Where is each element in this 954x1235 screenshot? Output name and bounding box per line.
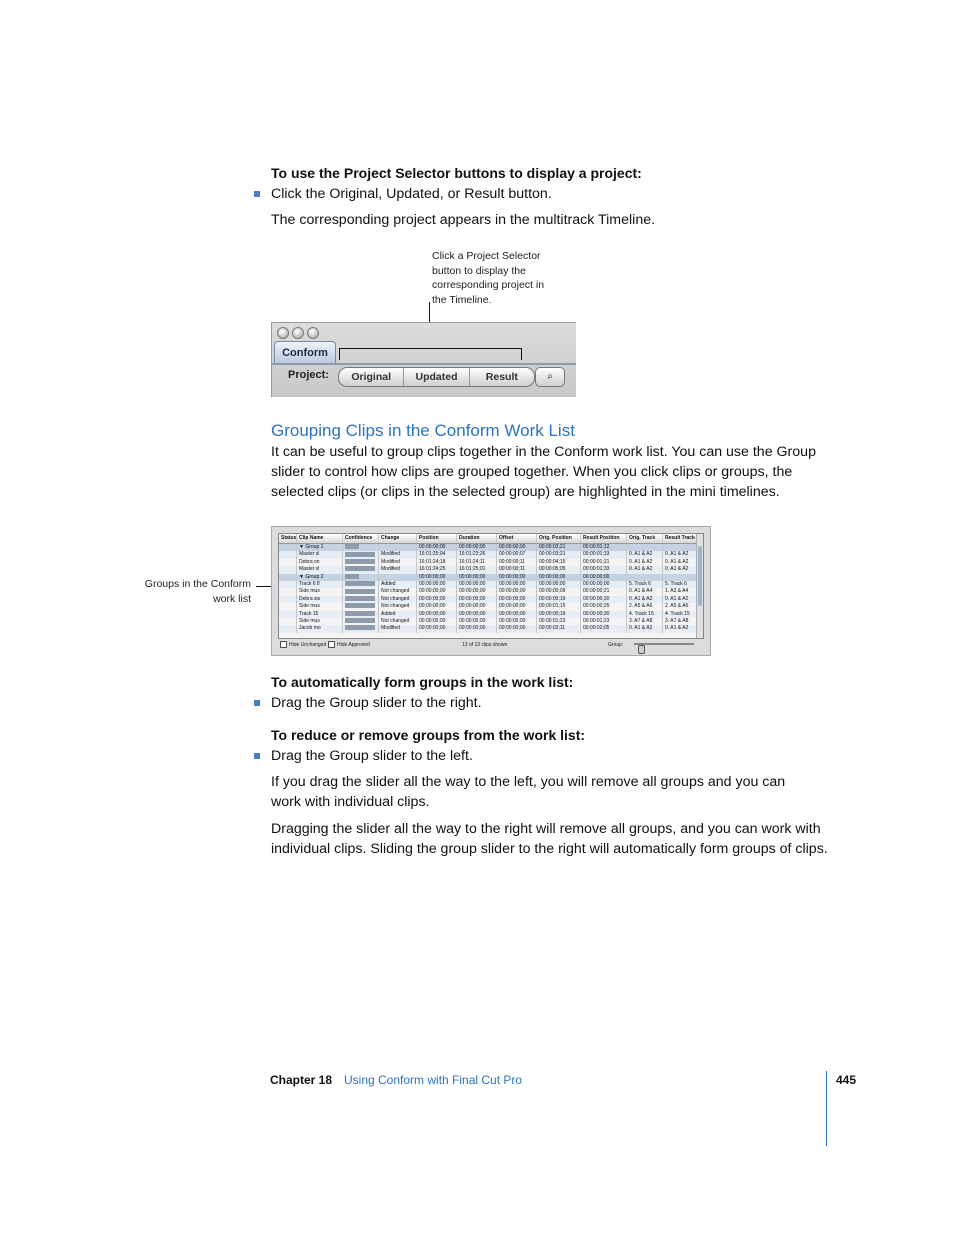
tab-conform[interactable]: Conform — [274, 341, 336, 364]
column-header[interactable]: Clip Name — [297, 534, 343, 543]
table-cell: Master sl — [297, 566, 343, 573]
table-cell — [343, 611, 379, 618]
table-cell — [279, 618, 297, 625]
table-cell: 00:00:00;09 — [537, 588, 581, 595]
section-title: Grouping Clips in the Conform Work List — [271, 421, 575, 440]
bullet-icon — [254, 753, 260, 759]
confidence-bar — [345, 625, 375, 630]
table-cell — [343, 574, 379, 581]
table-cell: 00:00:01;33 — [581, 566, 627, 573]
table-cell: Debra sis — [297, 596, 343, 603]
table-cell: 00:00:00;00 — [497, 603, 537, 610]
table-cell: 5. Track 6 — [627, 581, 663, 588]
tab-divider — [272, 363, 576, 365]
table-cell: 4. Track 15 — [627, 611, 663, 618]
table-cell: 00:00:00;00 — [417, 574, 457, 581]
table-cell: 00:00:01;23 — [581, 618, 627, 625]
paragraph-line: work with individual clips. — [271, 794, 430, 810]
section-heading-auto-groups: To automatically form groups in the work list: — [271, 674, 574, 690]
work-list-table — [278, 533, 704, 639]
table-cell: 16:01:25;04 — [417, 551, 457, 558]
table-cell — [279, 596, 297, 603]
table-cell: 0. A1 & A2 — [663, 551, 703, 558]
confidence-bar — [345, 552, 375, 557]
paragraph — [271, 772, 785, 812]
confidence-bar — [345, 574, 359, 579]
confidence-bar — [345, 618, 375, 623]
table-cell — [279, 611, 297, 618]
table-cell: ▼ Group 1 — [297, 544, 343, 551]
table-cell: 0. A1 & A2 — [663, 566, 703, 573]
confidence-bar — [345, 603, 375, 608]
table-row[interactable] — [279, 618, 703, 625]
table-cell — [279, 625, 297, 632]
table-cell: 00:00:00;00 — [497, 574, 537, 581]
footer-divider — [826, 1071, 827, 1146]
table-row[interactable] — [279, 588, 703, 595]
window-close-icon[interactable] — [277, 327, 289, 339]
table-cell — [627, 544, 663, 551]
table-cell — [343, 596, 379, 603]
table-cell — [343, 559, 379, 566]
group-slider-knob[interactable] — [638, 645, 645, 654]
confidence-bar — [345, 544, 359, 549]
column-header[interactable]: Confidence — [343, 534, 379, 543]
column-header[interactable]: Orig. Position — [537, 534, 581, 543]
table-cell: 00:00:00;00 — [497, 588, 537, 595]
result-button[interactable]: Result — [485, 371, 518, 383]
table-cell: Side mus — [297, 603, 343, 610]
bullet-icon — [254, 191, 260, 197]
table-cell: Modified — [379, 551, 417, 558]
table-cell — [279, 581, 297, 588]
column-header[interactable]: Position — [417, 534, 457, 543]
table-cell: 0. A1 & A2 — [627, 559, 663, 566]
paragraph: The corresponding project appears in the multitrack Timeline. — [271, 212, 656, 228]
column-header[interactable]: Duration — [457, 534, 497, 543]
column-header[interactable]: Result Position — [581, 534, 627, 543]
original-button[interactable]: Original — [339, 368, 404, 386]
paragraph-line: Dragging the slider all the way to the right will remove all groups, and you can work with — [271, 821, 821, 837]
table-row[interactable] — [279, 611, 703, 618]
table-cell: 00:00:01;21 — [581, 559, 627, 566]
table-cell: 00:00:00;00 — [417, 603, 457, 610]
bullet-text: Drag the Group slider to the left. — [271, 748, 473, 764]
section-heading-remove-groups: To reduce or remove groups from the work list: — [271, 727, 586, 743]
table-cell: 00:00:00;00 — [457, 544, 497, 551]
table-cell: 16:01:24;18 — [417, 559, 457, 566]
table-cell: 00:00:00;00 — [417, 544, 457, 551]
table-cell: Side mus — [297, 588, 343, 595]
table-cell: Track 6 8 — [297, 581, 343, 588]
table-cell: Track 15 — [297, 611, 343, 618]
table-cell: 0. A1 & A4 — [627, 588, 663, 595]
checkbox-icon[interactable] — [328, 641, 335, 648]
column-header[interactable]: Change — [379, 534, 417, 543]
column-header[interactable]: Status — [281, 535, 297, 541]
table-cell: Not changed — [379, 618, 417, 625]
callout-bracket — [339, 348, 522, 360]
table-cell — [279, 566, 297, 573]
table-cell: 00:00:03;21 — [537, 551, 581, 558]
table-cell: 00:00:00;00 — [417, 596, 457, 603]
table-cell: 00:00:00;19 — [537, 611, 581, 618]
table-cell — [379, 574, 417, 581]
callout-line: the Timeline. — [432, 293, 492, 306]
bullet-text: Drag the Group slider to the right. — [271, 695, 482, 711]
zoom-search-icon[interactable]: ⌕ — [535, 367, 565, 387]
callout-line: button to display the — [432, 264, 526, 277]
window-minimize-icon[interactable] — [292, 327, 304, 339]
column-header[interactable]: Orig. Track — [627, 534, 663, 543]
paragraph-line: It can be useful to group clips together in the Conform work list. You can use the Group — [271, 444, 816, 460]
checkbox-icon[interactable] — [280, 641, 287, 648]
bullet-icon — [254, 700, 260, 706]
table-cell: 5. Track 6 — [663, 581, 703, 588]
group-label: Group: — [608, 642, 624, 648]
table-row[interactable] — [279, 559, 703, 566]
table-cell: 00:00:00;07 — [497, 551, 537, 558]
table-cell: 00:00:00;00 — [581, 574, 627, 581]
table-header — [279, 534, 703, 544]
project-selector — [338, 367, 535, 387]
table-cell: 00:00:01;12 — [581, 544, 627, 551]
hide-approved-checkbox[interactable] — [328, 638, 370, 652]
confidence-bar — [345, 566, 375, 571]
table-cell: 0. A1 & A2 — [663, 596, 703, 603]
table-cell: 00:00:00;00 — [457, 596, 497, 603]
table-cell — [343, 566, 379, 573]
table-cell — [343, 603, 379, 610]
column-header[interactable]: Result Track — [663, 534, 703, 543]
clip-count: 13 of 13 clips shown — [462, 642, 508, 648]
table-cell: 00:00:00;00 — [457, 574, 497, 581]
table-cell — [379, 544, 417, 551]
work-list-footer — [278, 638, 704, 652]
checkbox-label: Hide Approved — [337, 642, 370, 648]
table-cell: 00:00:00;00 — [497, 596, 537, 603]
callout-line: corresponding project in — [432, 279, 545, 291]
table-cell: 00:00:00;00 — [457, 581, 497, 588]
table-cell: Modified — [379, 625, 417, 632]
table-cell: 00:00:02;05 — [581, 625, 627, 632]
table-cell: ▼ Group 2 — [297, 574, 343, 581]
table-cell: 00:00:04;15 — [537, 559, 581, 566]
table-cell — [343, 588, 379, 595]
hide-unchanged-checkbox[interactable] — [280, 638, 326, 652]
table-cell — [343, 618, 379, 625]
table-cell — [279, 559, 297, 566]
table-cell: 16:01:23;26 — [457, 551, 497, 558]
table-cell: Modified — [379, 566, 417, 573]
scrollbar-thumb[interactable] — [698, 546, 702, 606]
table-cell: 00:00:00;00 — [497, 581, 537, 588]
table-cell: 00:00:01;15 — [537, 603, 581, 610]
table-cell: 2. A5 & A6 — [663, 603, 703, 610]
callout-line: Click a Project Selector — [432, 250, 541, 262]
table-cell: 00:00:00;00 — [457, 603, 497, 610]
checkbox-label: Hide Unchanged — [289, 642, 327, 648]
table-row[interactable] — [279, 625, 703, 632]
confidence-bar — [345, 581, 375, 586]
table-cell: 00:00:00;19 — [537, 596, 581, 603]
table-cell — [279, 588, 297, 595]
callout-groups — [130, 577, 251, 606]
group-row[interactable] — [279, 544, 703, 551]
paragraph — [271, 819, 828, 859]
table-cell: Not changed — [379, 588, 417, 595]
table-cell: 00:00:00;00 — [417, 581, 457, 588]
table-cell: 16:01:25;01 — [457, 566, 497, 573]
table-cell: 0. A1 & A2 — [663, 625, 703, 632]
confidence-bar — [345, 589, 375, 594]
column-header[interactable]: Offset — [497, 534, 537, 543]
table-cell: Jacob mo — [297, 625, 343, 632]
callout-line: work list — [213, 592, 251, 605]
table-cell: 00:00:03;21 — [537, 544, 581, 551]
table-cell: 00:00:00;30 — [581, 596, 627, 603]
table-cell — [279, 551, 297, 558]
table-cell: 3. A7 & A8 — [663, 618, 703, 625]
table-cell: 16:01:24;11 — [457, 559, 497, 566]
scrollbar[interactable] — [696, 534, 703, 638]
project-label: Project: — [288, 369, 329, 381]
confidence-bar — [345, 596, 375, 601]
table-cell: 00:00:00;00 — [537, 574, 581, 581]
table-cell: 0. A1 & A2 — [663, 559, 703, 566]
table-cell: Side mus — [297, 618, 343, 625]
table-cell: 00:00:00;00 — [417, 588, 457, 595]
table-cell: 00:00:01;33 — [581, 551, 627, 558]
table-cell — [343, 625, 379, 632]
bullet-text: Click the Original, Updated, or Result button. — [271, 186, 552, 202]
table-row[interactable] — [279, 551, 703, 558]
paragraph-line: slider to control how clips are grouped together. When you click clips or groups, the — [271, 464, 793, 480]
table-cell: 00:00:00;11 — [497, 566, 537, 573]
footer-chapter-title[interactable]: Using Conform with Final Cut Pro — [344, 1073, 523, 1087]
table-cell — [279, 544, 297, 551]
table-cell: 0. A1 & A2 — [627, 596, 663, 603]
window-zoom-icon[interactable] — [307, 327, 319, 339]
table-row[interactable] — [279, 581, 703, 588]
table-cell: 00:00:00;00 — [497, 625, 537, 632]
table-cell: 00:00:02;11 — [537, 625, 581, 632]
table-cell: Master sl — [297, 551, 343, 558]
table-cell: 0. A1 & A2 — [627, 625, 663, 632]
table-cell: 0. A1 & A2 — [627, 566, 663, 573]
table-cell: Not changed — [379, 596, 417, 603]
confidence-bar — [345, 611, 375, 616]
table-cell: 00:00:00;00 — [457, 588, 497, 595]
table-cell — [627, 574, 663, 581]
table-cell — [343, 551, 379, 558]
conform-work-list-screenshot — [271, 526, 711, 656]
table-cell: 00:00:00;00 — [417, 611, 457, 618]
table-cell: 00:00:00;00 — [537, 581, 581, 588]
table-cell: 2. A5 & A6 — [627, 603, 663, 610]
confidence-bar — [345, 559, 375, 564]
table-row[interactable] — [279, 596, 703, 603]
table-cell: 16:01:24;25 — [417, 566, 457, 573]
table-cell: 00:00:00;00 — [457, 611, 497, 618]
table-cell: 00:00:01;23 — [537, 618, 581, 625]
table-cell: Debra on — [297, 559, 343, 566]
table-cell: Added — [379, 611, 417, 618]
table-cell: 00:00:00;00 — [497, 618, 537, 625]
table-cell: 00:00:00;25 — [581, 603, 627, 610]
table-cell: 1. A3 & A4 — [663, 588, 703, 595]
updated-button[interactable]: Updated — [404, 368, 469, 386]
table-cell: 00:00:00;00 — [457, 618, 497, 625]
table-row[interactable] — [279, 603, 703, 610]
table-cell: 00:00:00;00 — [417, 625, 457, 632]
table-cell: 00:00:00;00 — [497, 611, 537, 618]
table-cell: 00:00:00;00 — [581, 581, 627, 588]
table-cell: 00:00:00;11 — [497, 559, 537, 566]
section-heading-project-selector: To use the Project Selector buttons to display a project: — [271, 165, 642, 181]
table-cell: 00:00:00;00 — [457, 625, 497, 632]
table-cell — [279, 574, 297, 581]
table-cell: 4. Track 15 — [663, 611, 703, 618]
table-cell: 00:00:00;21 — [581, 588, 627, 595]
callout-line: Groups in the Conform — [144, 578, 251, 590]
table-row[interactable] — [279, 566, 703, 573]
table-body — [279, 544, 703, 633]
table-cell: 0. A1 & A2 — [627, 551, 663, 558]
table-cell: Added — [379, 581, 417, 588]
group-row[interactable] — [279, 574, 703, 581]
paragraph-line: selected clips (or clips in the selected group) are highlighted in the mini timelines. — [271, 484, 780, 500]
table-cell: 00:00:05;05 — [537, 566, 581, 573]
paragraph — [271, 442, 816, 502]
page-number: 445 — [836, 1073, 857, 1087]
table-cell: 3. A7 & A8 — [627, 618, 663, 625]
table-cell — [343, 581, 379, 588]
table-cell: Not changed — [379, 603, 417, 610]
callout-project-selector — [432, 249, 544, 307]
table-cell — [343, 544, 379, 551]
table-cell: Modified — [379, 559, 417, 566]
table-cell: 00:00:00;00 — [417, 618, 457, 625]
footer-chapter: Chapter 18 — [270, 1073, 333, 1087]
group-slider[interactable] — [634, 643, 694, 645]
table-cell: 00:00:00;30 — [581, 611, 627, 618]
paragraph-line: individual clips. Sliding the group slider to the right will automatically form groups of clips. — [271, 841, 828, 857]
paragraph-line: If you drag the slider all the way to the left, you will remove all groups and you can — [271, 774, 786, 790]
table-cell — [279, 603, 297, 610]
table-cell: 00:00:00;00 — [497, 544, 537, 551]
